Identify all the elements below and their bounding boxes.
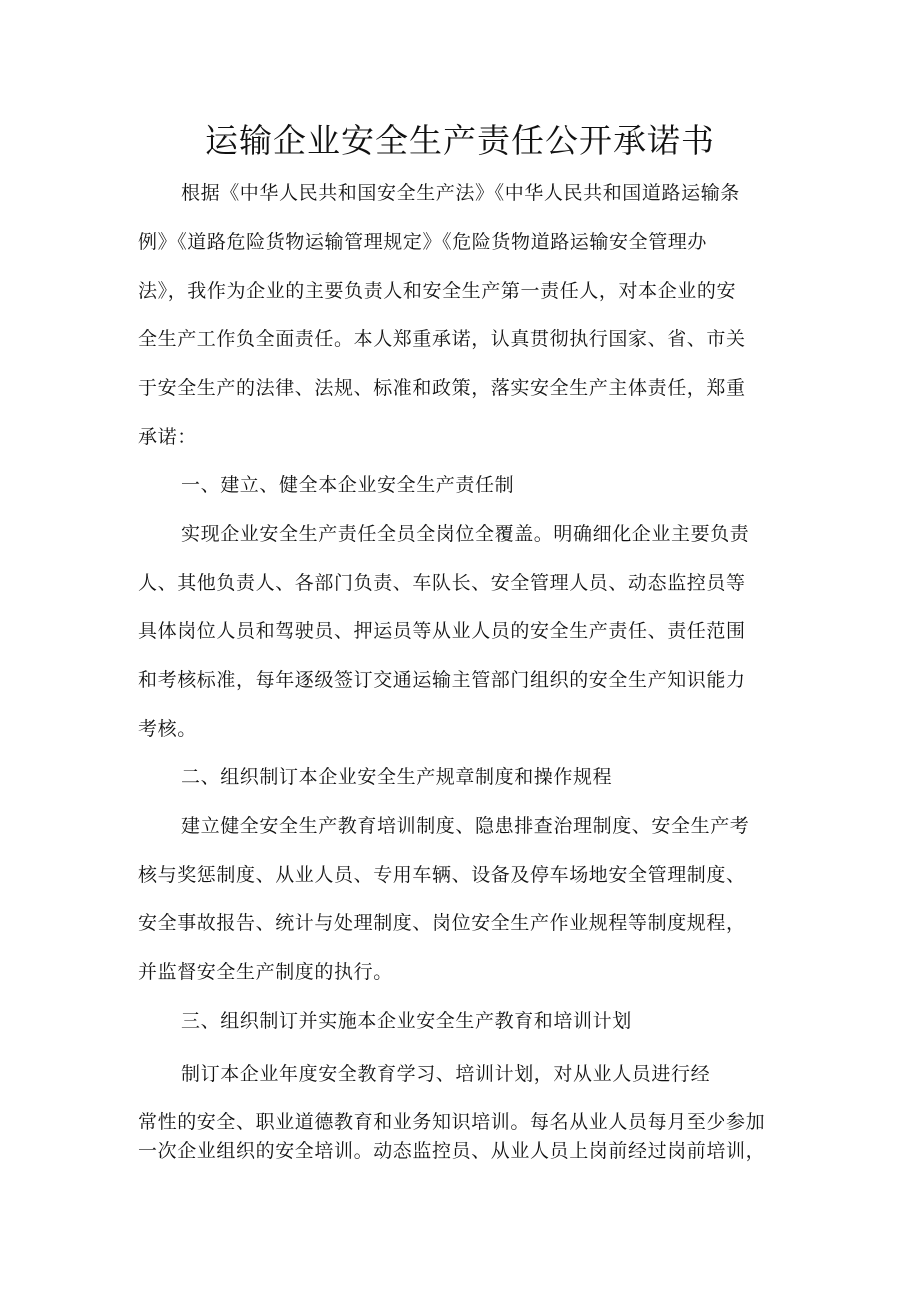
section-heading: 一、建立、健全本企业安全生产责任制 — [181, 474, 515, 496]
intro-line: 根据《中华人民共和国安全生产法》《中华人民共和国道路运输条 — [181, 182, 740, 204]
body-line: 人、其他负责人、各部门负责、车队长、安全管理人员、动态监控员等 — [138, 572, 746, 594]
body-line: 具体岗位人员和驾驶员、押运员等从业人员的安全生产责任、责任范围 — [138, 620, 746, 642]
body-line: 实现企业安全生产责任全员全岗位全覆盖。明确细化企业主要负责 — [181, 523, 750, 545]
document-title: 运输企业安全生产责任公开承诺书 — [205, 121, 715, 160]
body-line: 和考核标准，每年逐级签订交通运输主管部门组织的安全生产知识能力 — [138, 669, 746, 691]
intro-line: 法》，我作为企业的主要负责人和安全生产第一责任人，对本企业的安 — [138, 280, 737, 302]
body-line: 常性的安全、职业道德教育和业务知识培训。每名从业人员每月至少参加 — [138, 1111, 766, 1133]
body-line: 制订本企业年度安全教育学习、培训计划，对从业人员进行经 — [181, 1063, 711, 1085]
body-line: 建立健全安全生产教育培训制度、隐患排查治理制度、安全生产考 — [181, 815, 750, 837]
intro-line: 承诺： — [138, 426, 197, 448]
body-line: 一次企业组织的安全培训。动态监控员、从业人员上岗前经过岗前培训， — [138, 1140, 766, 1162]
intro-line: 全生产工作负全面责任。本人郑重承诺，认真贯彻执行国家、省、市关 — [138, 328, 746, 350]
intro-line: 例》《道路危险货物运输管理规定》《危险货物道路运输安全管理办 — [138, 231, 708, 253]
body-line: 考核。 — [138, 718, 197, 740]
section-heading: 二、组织制订本企业安全生产规章制度和操作规程 — [181, 766, 613, 788]
section-heading: 三、组织制订并实施本企业安全生产教育和培训计划 — [181, 1010, 632, 1032]
body-line: 安全事故报告、统计与处理制度、岗位安全生产作业规程等制度规程， — [138, 912, 746, 934]
body-line: 并监督安全生产制度的执行。 — [138, 961, 393, 983]
intro-line: 于安全生产的法律、法规、标准和政策，落实安全生产主体责任，郑重 — [138, 377, 746, 399]
body-line: 核与奖惩制度、从业人员、专用车辆、设备及停车场地安全管理制度、 — [138, 864, 746, 886]
